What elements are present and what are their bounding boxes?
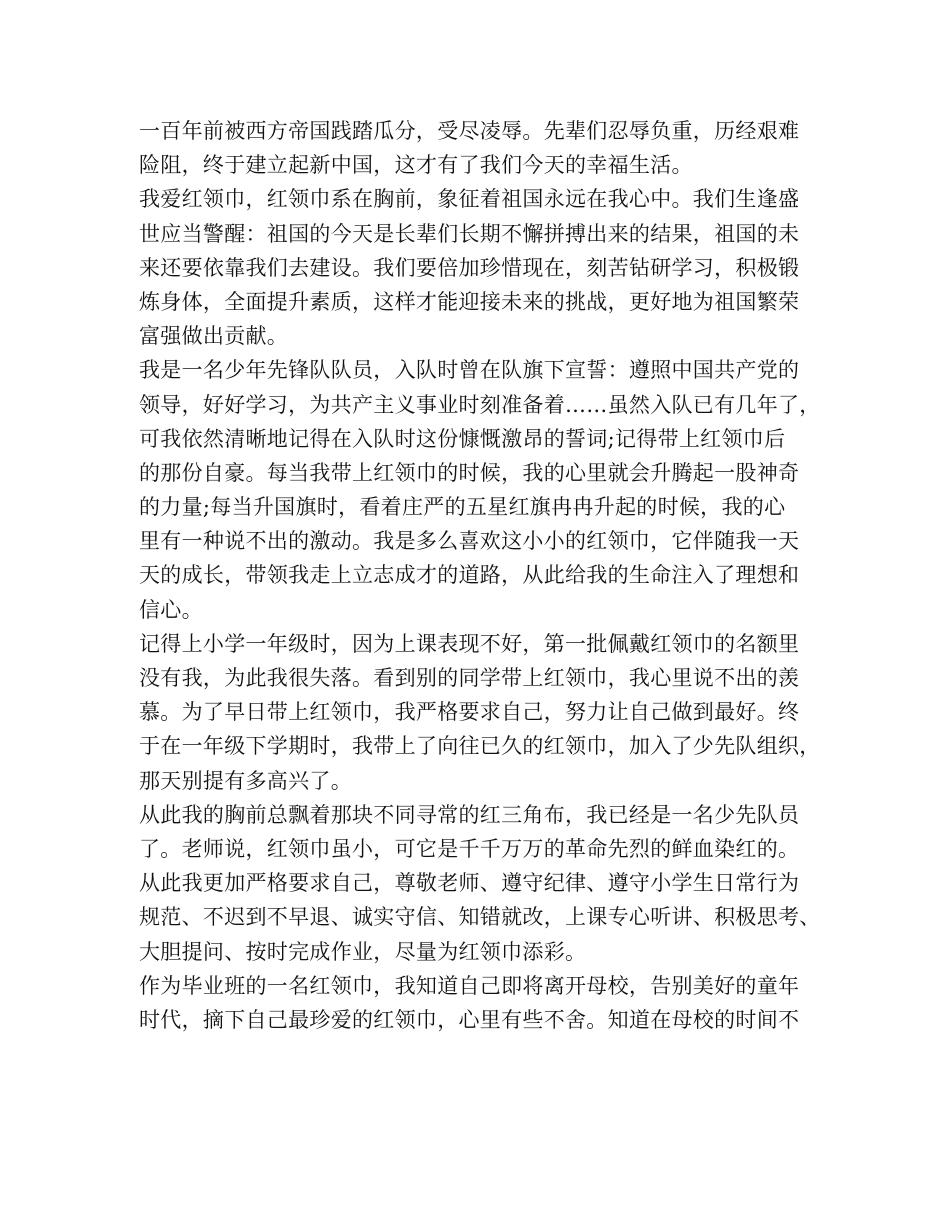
text-line: 大胆提问、按时完成作业，尽量为红领巾添彩。: [139, 939, 587, 964]
text-line: 富强做出贡献。: [139, 324, 289, 349]
text-line: 险阻，终于建立起新中国，这才有了我们今天的幸福生活。: [139, 153, 693, 178]
text-line: 来还要依靠我们去建设。我们要倍加珍惜现在，刻苦钻研学习，积极锻: [139, 255, 800, 280]
text-line: 记得上小学一年级时，因为上课表现不好，第一批佩戴红领巾的名额里: [139, 631, 800, 656]
paragraph: [139, 114, 829, 182]
text-line: 我是一名少年先锋队队员，入队时曾在队旗下宣誓：遵照中国共产党的: [139, 358, 800, 383]
text-line: 领导，好好学习，为共产主义事业时刻准备着……虽然入队已有几年了，: [139, 392, 821, 417]
text-line: 慕。为了早日带上红领巾，我严格要求自己，努力让自己做到最好。终: [139, 700, 800, 725]
text-line: 一百年前被西方帝国践踏瓜分，受尽凌辱。先辈们忍辱负重，历经艰难: [139, 119, 800, 143]
text-line: 的力量;每当升国旗时，看着庄严的五星红旗冉冉升起的时候，我的心: [139, 495, 786, 520]
text-line: 炼身体，全面提升素质，这样才能迎接未来的挑战，更好地为祖国繁荣: [139, 289, 800, 314]
text-line: 的那份自豪。每当我带上红领巾的时候，我的心里就会升腾起一股神奇: [139, 460, 800, 485]
paragraph: [139, 969, 829, 1037]
paragraph: [139, 627, 829, 798]
text-line: 规范、不迟到不早退、诚实守信、知错就改，上课专心听讲、积极思考、: [139, 905, 821, 930]
text-line: 了。老师说，红领巾虽小，可它是千千万万的革命先烈的鲜血染红的。: [139, 836, 800, 861]
text-line: 作为毕业班的一名红领巾，我知道自己即将离开母校，告别美好的童年: [139, 973, 800, 998]
text-line: 没有我，为此我很失落。看到别的同学带上红领巾，我心里说不出的羡: [139, 666, 800, 690]
text-line: 世应当警醒：祖国的今天是长辈们长期不懈拼搏出来的结果，祖国的未: [139, 221, 800, 246]
text-line: 从此我的胸前总飘着那块不同寻常的红三角布，我已经是一名少先队员: [139, 802, 800, 827]
text-line: 里有一种说不出的激动。我是多么喜欢这小小的红领巾，它伴随我一天: [139, 529, 800, 554]
text-line: 天的成长，带领我走上立志成才的道路，从此给我的生命注入了理想和: [139, 563, 800, 588]
text-line: 时代，摘下自己最珍爱的红领巾，心里有些不舍。知道在母校的时间不: [139, 1007, 800, 1032]
paragraph: [139, 353, 829, 627]
text-line: 于在一年级下学期时，我带上了向往已久的红领巾，加入了少先队组织，: [139, 734, 821, 759]
text-line: 信心。: [139, 597, 203, 622]
paragraph: [139, 798, 829, 969]
text-line: 可我依然清晰地记得在入队时这份慷慨激昂的誓词;记得带上红领巾后: [139, 426, 786, 451]
text-line: 从此我更加严格要求自己，尊敬老师、遵守纪律、遵守小学生日常行为: [139, 871, 800, 896]
document-body: [139, 114, 829, 1037]
text-line: 那天别提有多高兴了。: [139, 768, 352, 793]
text-line: 我爱红领巾，红领巾系在胸前，象征着祖国永远在我心中。我们生逢盛: [139, 187, 800, 212]
paragraph: [139, 182, 829, 353]
